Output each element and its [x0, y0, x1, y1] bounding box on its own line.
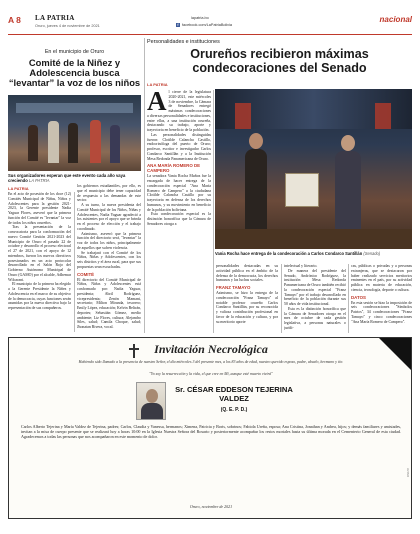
main-byline: LA PATRIA	[147, 82, 168, 87]
date-line: Oruro, jueves 4 de noviembre de 2021	[35, 24, 100, 28]
paper-name: LA PATRIA	[35, 14, 75, 22]
page-number: A 8	[8, 15, 21, 25]
deceased-name	[169, 386, 299, 403]
main-col3-p3: Esta es la distinción honorífica que la Cámara de Senadores otorga en el mes de octubre de cada gestión legislativa, a personas naturales o jurídi-	[284, 306, 346, 330]
left-col2-subhead: COMITÉ	[77, 271, 95, 277]
main-col2-sub-text: Asimismo, se hizo la entrega de la condecoración "Franz Tamayo" al notable profesor orureño Carlos Condarco Santillán, por su reconocida y valiosa contribución profesional en favor de la educación y cultura, y por su meritorio aporte	[216, 291, 278, 324]
obituary-box	[8, 337, 412, 519]
left-col2	[77, 184, 141, 333]
main-col2-p1: personalidades destacadas en su actividad pública en el ámbito de la defensa de la democracia, los derechos humanos y las luchas sociales.	[216, 264, 278, 283]
main-col3-p2: De manera del presidente del Senado, Andrónico Rodríguez, la institución Mesa Redonda Panamericana de Oruro también recibió la condecoración especial "Franz Tamayo" por el trabajo desarrollado en beneficio de la población durante sus 50 años de vida institucional.	[284, 268, 346, 306]
obituary-footer: Oruro, noviembre de 2021	[189, 504, 233, 509]
obituary-intro: Habiendo sido llamado a la presencia de nuestro Señor, el día miércoles 3 del presente mes, a los 83 años de edad, nuestro querido esposo, padre, abuelo, hermano y tío:	[78, 360, 344, 364]
left-photo-caption-text: Sus organizadores esperan que este evento cada año vaya creciendo	[8, 172, 126, 183]
main-photo	[215, 89, 412, 249]
main-col4-subhead: DATOS	[351, 294, 366, 300]
main-col2-subhead: FRANZ TAMAYO	[216, 285, 251, 290]
left-photo-caption	[8, 173, 141, 183]
main-col3-p1: intelectual y literario.	[284, 264, 318, 268]
main-photo-credit: (Senado)	[363, 251, 381, 256]
main-col4	[351, 264, 412, 334]
obituary-verse: "Yo soy la resurrección y la vida, el que cree en Mí, aunque esté muerto vivirá"	[149, 372, 273, 376]
left-byline: LA PATRIA	[8, 186, 29, 191]
section-name: nacional	[379, 15, 412, 24]
facebook-icon: f	[177, 23, 179, 27]
main-col4-p1: cas, públicas o privadas y a personas extranjeras, que se destacaron por haber realizado servicios meritorios eminentes en el país, por su actividad pública en materia de educación, ciencia, tecnología, deporte o cultura.	[351, 264, 412, 292]
left-col1-p3: El municipio de la primera ha elegido a la Gerente Presidente la Niñez y Adolescencia en el marco de su objetivo de la democracia, cuyas funciones serán asumidas por la nueva directiva bajo la representación de sus compañeros.	[8, 282, 71, 310]
main-headline: Orureños recibieron máximas condecoraciones del Senado	[190, 47, 369, 76]
deceased-photo	[136, 382, 166, 420]
left-col1-p2: Tras la presentación de la convocatoria para la conformación del nuevo Comité Gestión 2021-2023 del Municipio de Oruro el pasado 22 de octubre y desarrollo el proceso electoral el 27 de 2021, con el apoyo de 12 miembros, fueron los nuevos directivos posesionados en un acto protocolar desarrollado en el Salón Rojo del Gobierno Autónomo Municipal de Oruro (GAMO) por el alcalde, Adhemar Wilcarani.	[8, 225, 71, 282]
left-col2-p4: Se trabajará con el Comité de los Niños, Niñas y Adolescentes, con los seis distritos y el área rural, para que sus propuestas sean escuchadas.	[77, 250, 141, 269]
main-col2	[216, 264, 278, 334]
left-kicker: En el municipio de Oruro	[44, 49, 105, 55]
facebook-link[interactable]: facebook.com/LaPatriaBolivia	[182, 23, 233, 27]
left-col2-p3: Asimismo, aseveró que la primera función del directorio será, "levantar" la voz de todos los niños, principalmente de aquellos que sufren violencia.	[77, 231, 141, 250]
main-col1-p2: Las personalidades distinguidas fueron: Clotilde Calancha Castillo, endocrinóloga del puerto de Oruro; profesor, escritor e investigador Carlos Condarco Santillán y a la Institución Mesa Redonda Panamericana de Oruro.	[147, 132, 211, 161]
page-header	[8, 12, 412, 34]
left-col2-p1: los gobiernos estudiantiles, por ello, es que el municipio debe tener capacidad de respuesta a las demandas de este sector.	[77, 184, 141, 203]
left-article	[8, 37, 141, 333]
left-col1	[8, 192, 71, 333]
left-col2-sub-text: El directorio del Comité Municipal de Niños, Niñas y Adolescentes está conformado por: Nadia Yaguar, presidenta; Abril Rodríguez, vicepresidenta; Zenón Mamani, secretario; Milton Miranda, tesorero; Emily López, educación; Kelvin Beltrán, deportes; Sebastián Gómez, medio ambiente; Liz Flores, cultura; Alejandro Siles, salud; Camila Choque, salud; Jhonatan Rivera, vocal.	[77, 277, 141, 329]
main-section-label: Personalidades e instituciones	[147, 39, 220, 45]
main-col1	[147, 90, 211, 334]
left-col2-p2: A su turno, la nueva presidenta del Comité Municipal de los Niños, Niñas y Adolescentes, Nadia Yaguar agradeció a los asistentes por el apoyo que se brinda en el proceso de elección y el trabajo coordinado.	[77, 203, 141, 231]
obituary-side-tag: AVISO	[406, 468, 410, 477]
website-link[interactable]: lapatria.bo	[191, 16, 209, 20]
left-headline: Comité de la Niñez y Adolescencia busca “levantar” la voz de los niños	[8, 57, 141, 89]
main-col3	[284, 264, 346, 334]
main-col1-sub-text: La senadora Vania Rocha Muñoz fue la encargada de hacer entrega de la condecoración especial "Ana María Romero de Campero" a la ciudadana Clotilde Calancha Castillo por su trayectoria en defensa de los derechos humanos, y su movimiento en beneficio de la población boliviana.	[147, 174, 211, 212]
main-col1-tail: Esta condecoración especial es la distinción honorífica que la Cámara de Senadores otorga a	[147, 212, 211, 226]
deceased-name-text: CÉSAR EDDESON TEJERINA VALDEZ	[186, 385, 293, 403]
column-divider	[144, 38, 145, 333]
left-col1-p1: En el acto de posesión de los doce (12) Comités Municipal de Niñas, Niños y Adolescentes para la gestión 2021-2023, la Gerente presidente Nadia Yaguar Flores, aseveró que la primera función del Comité es "levantar" la voz de todos los niños orureños.	[8, 192, 71, 225]
main-col4-sub-text: En esta sesión se hizo la imposición de seis condecoraciones "Símbolos Patrios", 34 condecoraciones "Franz Tamayo" y cinco condecoraciones "Ana María Romero de Campero".	[351, 300, 412, 324]
obituary-title: Invitación Necrológica	[154, 342, 268, 356]
deceased-name-prefix: Sr.	[175, 385, 185, 394]
dropcap: A	[147, 90, 167, 116]
main-photo-caption-text: Vania Rocha hace entrega de la condecoración a Carlos Condarco Santillán	[215, 251, 363, 256]
main-col1-subhead: ANA MARÍA ROMERO DE CAMPERO	[147, 163, 201, 174]
left-photo-credit: LA PATRIA	[28, 177, 50, 183]
main-photo-caption	[215, 251, 412, 256]
left-photo	[8, 95, 141, 171]
main-col1-p1: l cierre de la legislatura 2020-2021, este miércoles 3 de noviembre, la Cámara de Senadores entregó máximas condecoraciones a diversas personalidades e instituciones, entre ellas, a una institución orureña, destacando su trabajo, aporte y trayectoria en beneficio de la población.	[147, 90, 211, 132]
header-rule	[8, 34, 412, 35]
obituary-rip: (Q. E. P. D.)	[220, 407, 248, 413]
obituary-body: Carlos Alberto Tejerina y María Valdez de Tejerina, padres; Carlos, Claudia y Vanessa, hermanos; Ximena, Patricia y Boris, sobrinos; Fabiola Ureña, esposa; Ana Cristina, Jonathan y Andrea, hijos; y demás familiares y amistades, invitan a la misa de cuerpo presente que se realizará hoy a horas 10:00 en la Iglesia Nuestra Señora del Rosario y posteriormente acompañar los restos mortales hasta su última morada en el Cementerio General de esta ciudad. Agradecemos a todas las personas que nos acompañaron en este momento de dolor.	[21, 424, 401, 439]
